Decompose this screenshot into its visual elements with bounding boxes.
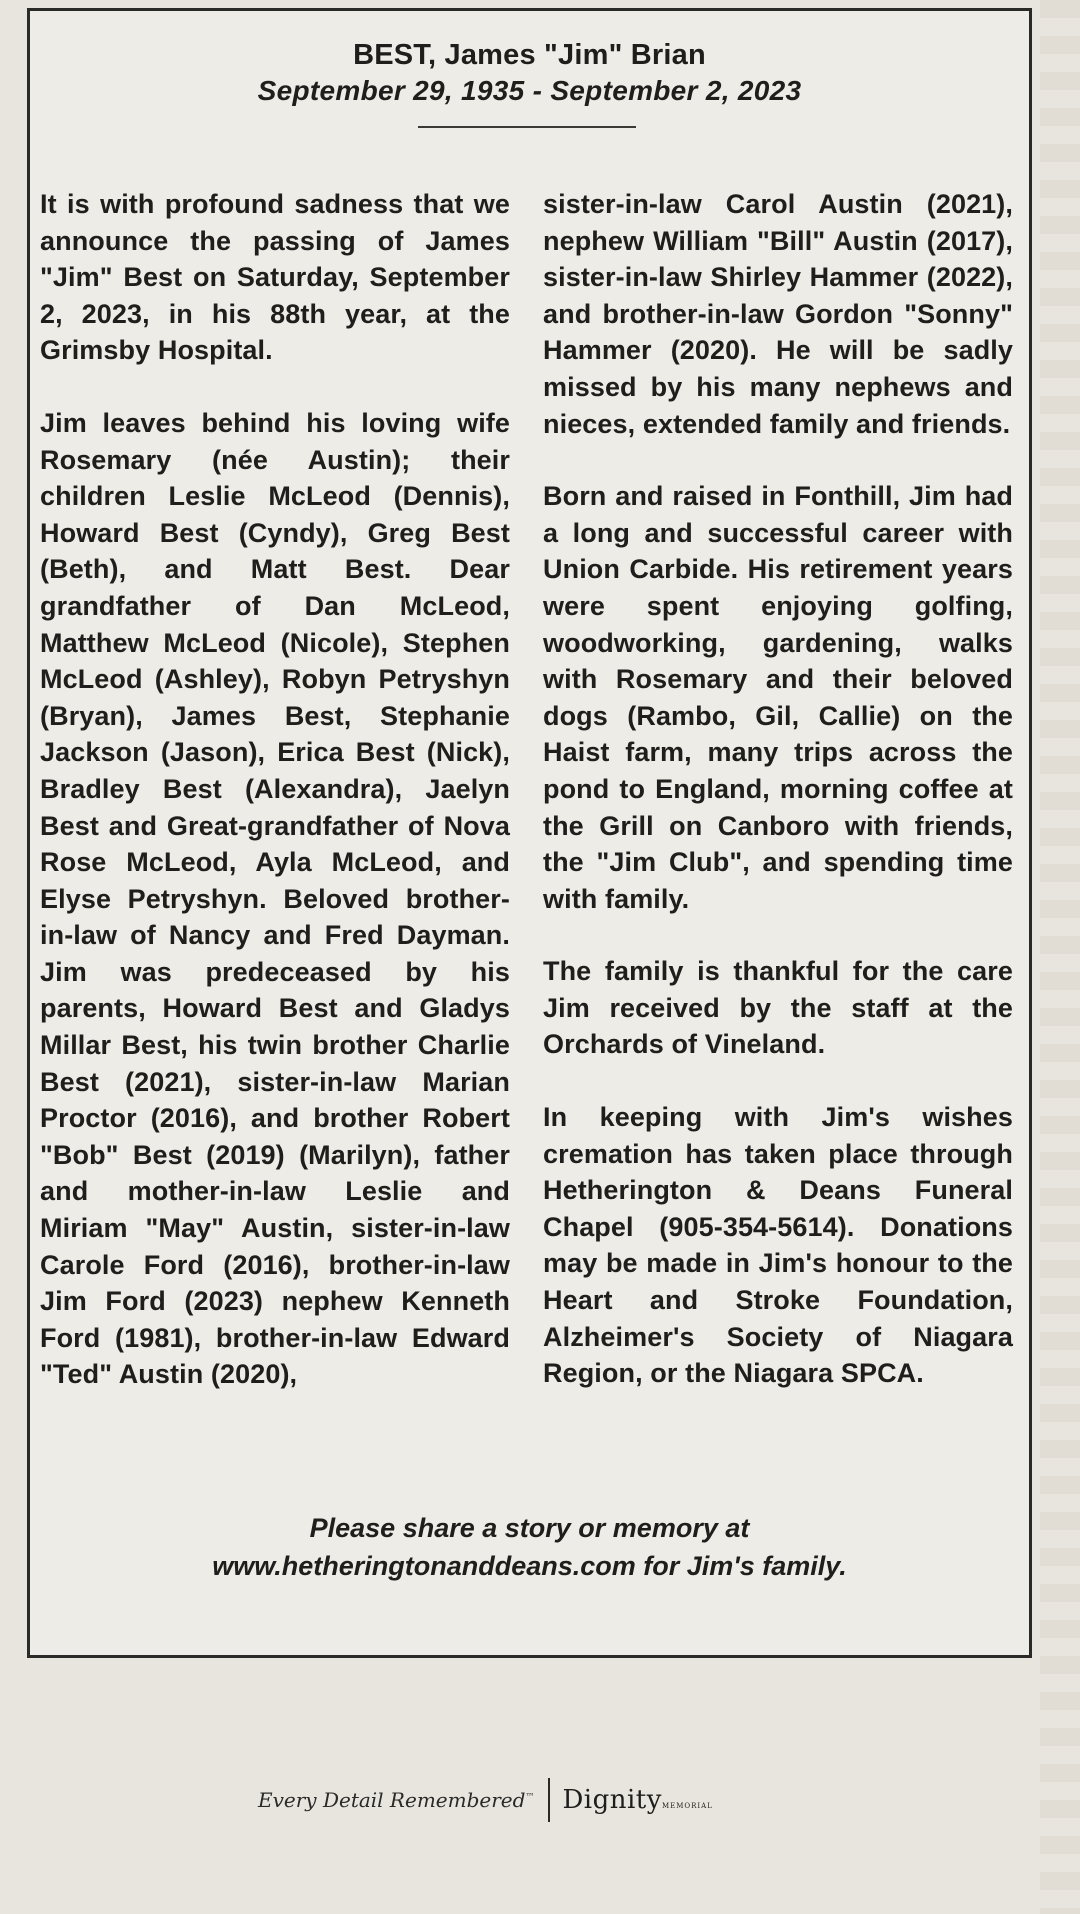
header-divider	[418, 126, 636, 128]
thanks-paragraph: The family is thankful for the care Jim received by the staff at the Orchards of Vineland.	[543, 956, 1013, 1060]
arrangements-paragraph: In keeping with Jim's wishes cremation has taken place through Hetherington & Deans Funeral Chapel (905-354-5614). Donations may be made in Jim's honour to the Heart and Stroke Foundation, Alzheimer's Society of Niagara Region, or the Niagara SPCA.	[543, 1102, 1013, 1389]
brand-tagline: Every Detail Remembered™	[258, 1788, 535, 1812]
background-newsprint	[1040, 0, 1080, 1914]
announcement-paragraph: It is with profound sadness that we announce the passing of James "Jim" Best on Saturday, September 2, 2023, in his 88th year, at the Grimsby Hospital.	[40, 189, 510, 366]
memory-line-1: Please share a story or memory at	[309, 1513, 750, 1543]
right-column	[543, 186, 1013, 1392]
memory-invitation	[30, 1509, 1029, 1585]
life-dates: September 29, 1935 - September 2, 2023	[257, 75, 802, 106]
brand-logo: DignityMEMORIAL	[562, 1785, 713, 1815]
family-paragraph-continued: sister-in-law Carol Austin (2021), nephew William "Bill" Austin (2017), sister-in-law Shirley Hammer (2022), and brother-in-law Gordon "Sonny" Hammer (2020). He will be sadly missed by his many nephews and nieces, extended family and friends.	[543, 189, 1013, 439]
left-column	[40, 186, 510, 1393]
funeral-brand	[258, 1770, 713, 1830]
memory-line-2: www.hetheringtonanddeans.com for Jim's family.	[212, 1551, 847, 1581]
obituary-header	[30, 37, 1029, 109]
deceased-name: BEST, James "Jim" Brian	[353, 39, 706, 71]
family-paragraph: Jim leaves behind his loving wife Rosemary (née Austin); their children Leslie McLeod (Dennis), Howard Best (Cyndy), Greg Best (Beth), and Matt Best. Dear grandfather of Dan McLeod, Matthew McLeod (Nicole), Stephen McLeod (Ashley), Robyn Petryshyn (Bryan), James Best, Stephanie Jackson (Jason), Erica Best (Nick), Bradley Best (Alexandra), Jaelyn Best and Great-grandfather of Nova Rose McLeod, Ayla McLeod, and Elyse Petryshyn. Beloved brother-in-law of Nancy and Fred Dayman. Jim was predeceased by his parents, Howard Best and Gladys Millar Best, his twin brother Charlie Best (2021), sister-in-law Marian Proctor (2016), and brother Robert "Bob" Best (2019) (Marilyn), father and mother-in-law Leslie and Miriam "May" Austin, sister-in-law Carole Ford (2016), brother-in-law Jim Ford (2023) nephew Kenneth Ford (1981), brother-in-law Edward "Ted" Austin (2020),	[40, 407, 510, 1390]
life-paragraph: Born and raised in Fonthill, Jim had a long and successful career with Union Carbide. His retirement years were spent enjoying golfing, woodworking, gardening, walks with Rosemary and their beloved dogs (Rambo, Gil, Callie) on the Haist farm, many trips across the pond to England, morning coffee at the Grill on Canboro with friends, the "Jim Club", and spending time with family.	[543, 481, 1013, 914]
obituary-frame	[27, 8, 1032, 1658]
